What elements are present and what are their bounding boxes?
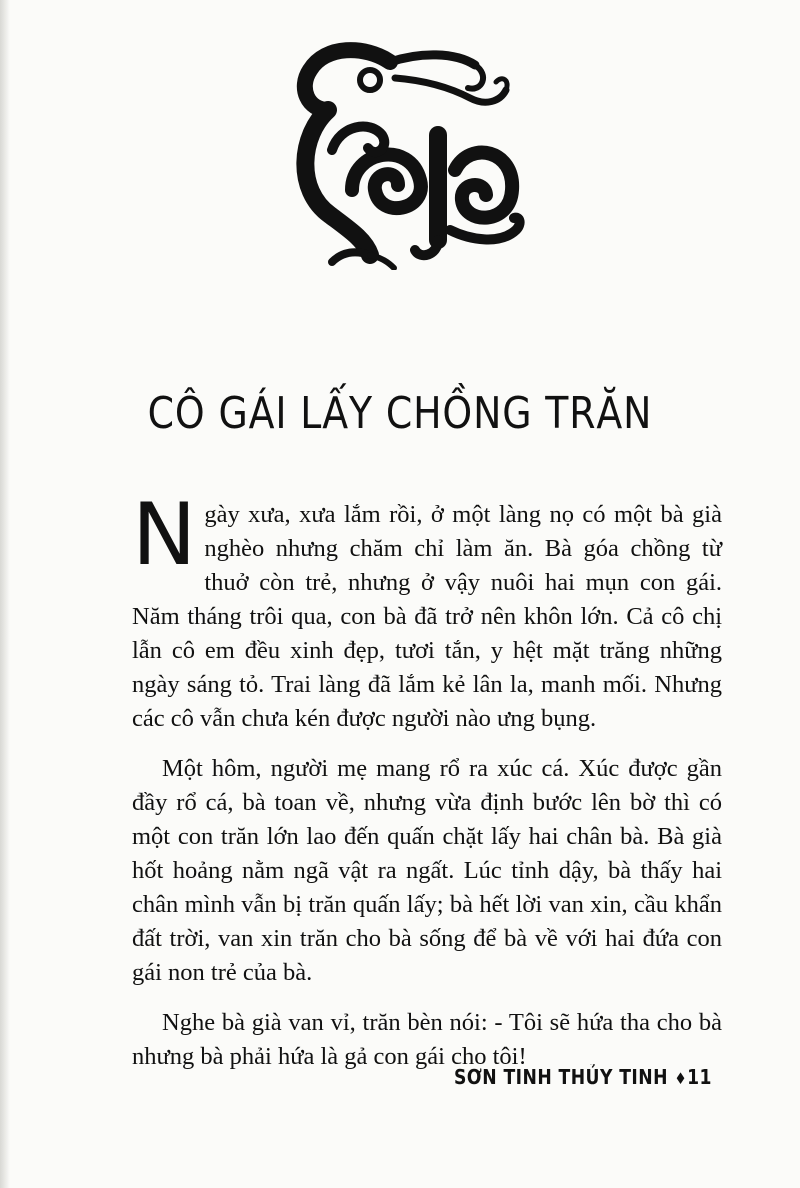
book-title: SƠN TINH THỦY TINH <box>454 1065 669 1089</box>
page-number: 11 <box>687 1065 712 1089</box>
running-footer <box>454 1065 712 1089</box>
drop-ornament-icon: ♦ <box>674 1069 688 1088</box>
paragraph-1-text: gày xưa, xưa lắm rồi, ở một làng nọ có một bà già nghèo nhưng chăm chỉ làm ăn. Bà góa chồng từ thuở còn trẻ, nhưng ở vậy nuôi hai mụn con gái. Năm tháng trôi qua, con bà đã trở nên khôn lớn. Cả cô chị lẫn cô em đều xinh đẹp, tươi tắn, y hệt mặt trăng những ngày sáng tỏ. Trai làng đã lắm kẻ lân la, manh mối. Nhưng các cô vẫn chưa kén được người nào ưng bụng. <box>132 501 722 732</box>
dragon-motif-icon <box>270 40 525 270</box>
story-title: CÔ GÁI LẤY CHỒNG TRĂN <box>147 388 653 439</box>
page-edge <box>0 0 10 1188</box>
paragraph-1 <box>132 485 722 736</box>
paragraph-2: Một hôm, người mẹ mang rổ ra xúc cá. Xúc được gần đầy rổ cá, bà toan về, nhưng vừa định bước lên bờ thì có một con trăn lớn lao đến quấn chặt lấy hai chân bà. Bà già hốt hoảng nằm ngã vật ra ngất. Lúc tỉnh dậy, bà thấy hai chân mình vẫn bị trăn quấn lấy; bà hết lời van xin, cầu khẩn đất trời, van xin trăn cho bà sống để bà về với hai đứa con gái non trẻ của bà. <box>132 755 722 986</box>
paragraph-3: Nghe bà già van vỉ, trăn bèn nói: - Tôi sẽ hứa tha cho bà nhưng bà phải hứa là gả con gái cho tôi! <box>132 1009 722 1070</box>
story-body <box>132 485 722 1090</box>
dropcap-letter: N <box>132 485 197 585</box>
